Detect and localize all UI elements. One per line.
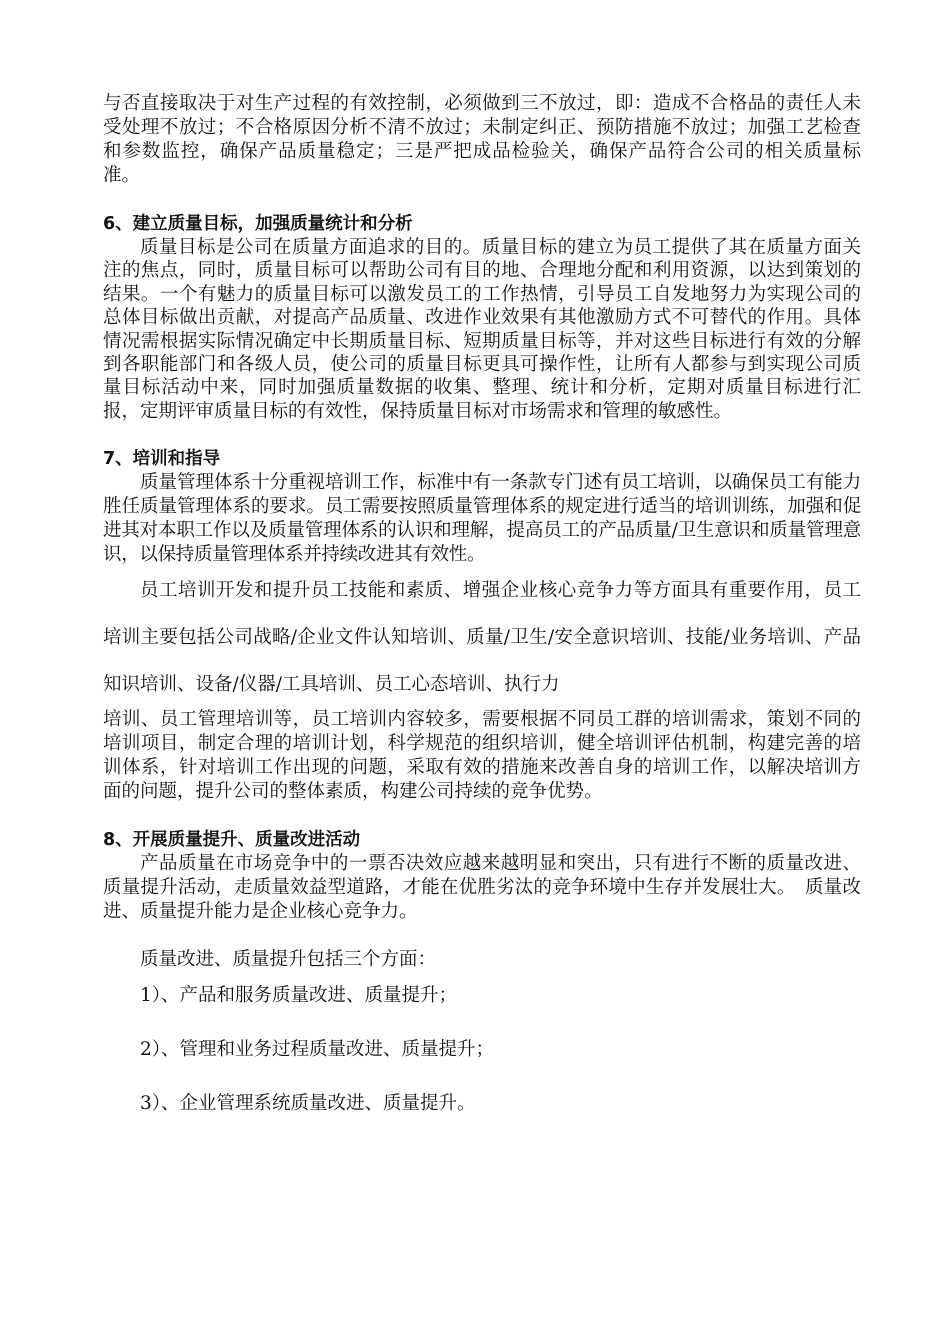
section-6-heading: 6、建立质量目标，加强质量统计和分析 <box>103 214 413 234</box>
section-7-paragraph-2-rest: 培训、员工管理培训等，员工培训内容较多，需要根据不同员工群的培训需求，策划不同的培训项目，制定合理的培训计划，科学规范的组织培训，健全培训评估机制，构建完善的培训体系，针对培训工作出现的问题，采取有效的措施来改善自身的培训工作，以解决培训方面的问题，提升公司的整体素质，构建公司持续的竞争优势。 <box>103 709 861 803</box>
spacer <box>103 1062 861 1092</box>
aspect-item-3: 3）、企业管理系统质量改进、质量提升。 <box>140 1093 476 1115</box>
spacer <box>103 188 861 212</box>
section-7-paragraph-2-wide: 员工培训开发和提升员工技能和素质、增强企业核心竞争力等方面具有重要作用，员工培训主要包括公司战略/企业文件认知培训、质量/卫生/安全意识培训、技能/业务培训、产品知识培训、设备/仪器/工具培训、员工心态培训、执行力 <box>103 580 861 696</box>
section-7-paragraph-1: 质量管理体系十分重视培训工作，标准中有一条款专门述有员工培训，以确保员工有能力胜任质量管理体系的要求。员工需要按照质量管理体系的规定进行适当的培训训练，加强和促进其对本职工作以及质量管理体系的认识和理解，提高员工的产品质量/卫生意识和质量管理意识，以保持质量管理体系并持续改进其有效性。 <box>103 472 861 566</box>
spacer <box>103 972 861 984</box>
section-8-heading: 8、开展质量提升、质量改进活动 <box>103 830 361 851</box>
aspect-item-2: 2）、管理和业务过程质量改进、质量提升； <box>140 1039 495 1061</box>
spacer <box>103 1008 861 1038</box>
section-8-paragraph: 产品质量在市场竞争中的一票否决效应越来越明显和突出，只有进行不断的质量改进、质量提升活动，走质量效益型道路，才能在优胜劣汰的竞争环境中生存并发展壮大。 质量改进、质量提升能力是企业核心竞争力。 <box>103 853 861 923</box>
intro-paragraph: 与否直接取决于对生产过程的有效控制，必须做到三不放过，即：造成不合格品的责任人未受处理不放过；不合格原因分析不清不放过；未制定纠正、预防措施不放过；加强工艺检查和参数监控，确保产品质量稳定；三是严把成品检验关，确保产品符合公司的相关质量标准。 <box>103 93 861 186</box>
aspects-intro: 质量改进、质量提升包括三个方面： <box>140 949 437 971</box>
aspect-item-1: 1）、产品和服务质量改进、质量提升； <box>140 985 458 1007</box>
document-body <box>103 92 861 1116</box>
spacer <box>103 804 861 828</box>
section-6-paragraph: 质量目标是公司在质量方面追求的目的。质量目标的建立为员工提供了其在质量方面关注的焦点，同时，质量目标可以帮助公司有目的地、合理地分配和利用资源，以达到策划的结果。一个有魅力的质量目标可以激发员工的工作热情，引导员工自发地努力为实现公司的总体目标做出贡献，对提高产品质量、改进作业效果有其他激励方式不可替代的作用。具体情况需根据实际情况确定中长期质量目标、短期质量目标等，并对这些目标进行有效的分解到各职能部门和各级人员，使公司的质量目标更具可操作性，让所有人都参与到实现公司质量目标活动中来，同时加强质量数据的收集、整理、统计和分析，定期对质量目标进行汇报，定期评审质量目标的有效性，保持质量目标对市场需求和管理的敏感性。 <box>103 237 861 422</box>
section-7-heading: 7、培训和指导 <box>103 449 221 470</box>
spacer <box>103 924 861 948</box>
spacer <box>103 423 861 447</box>
